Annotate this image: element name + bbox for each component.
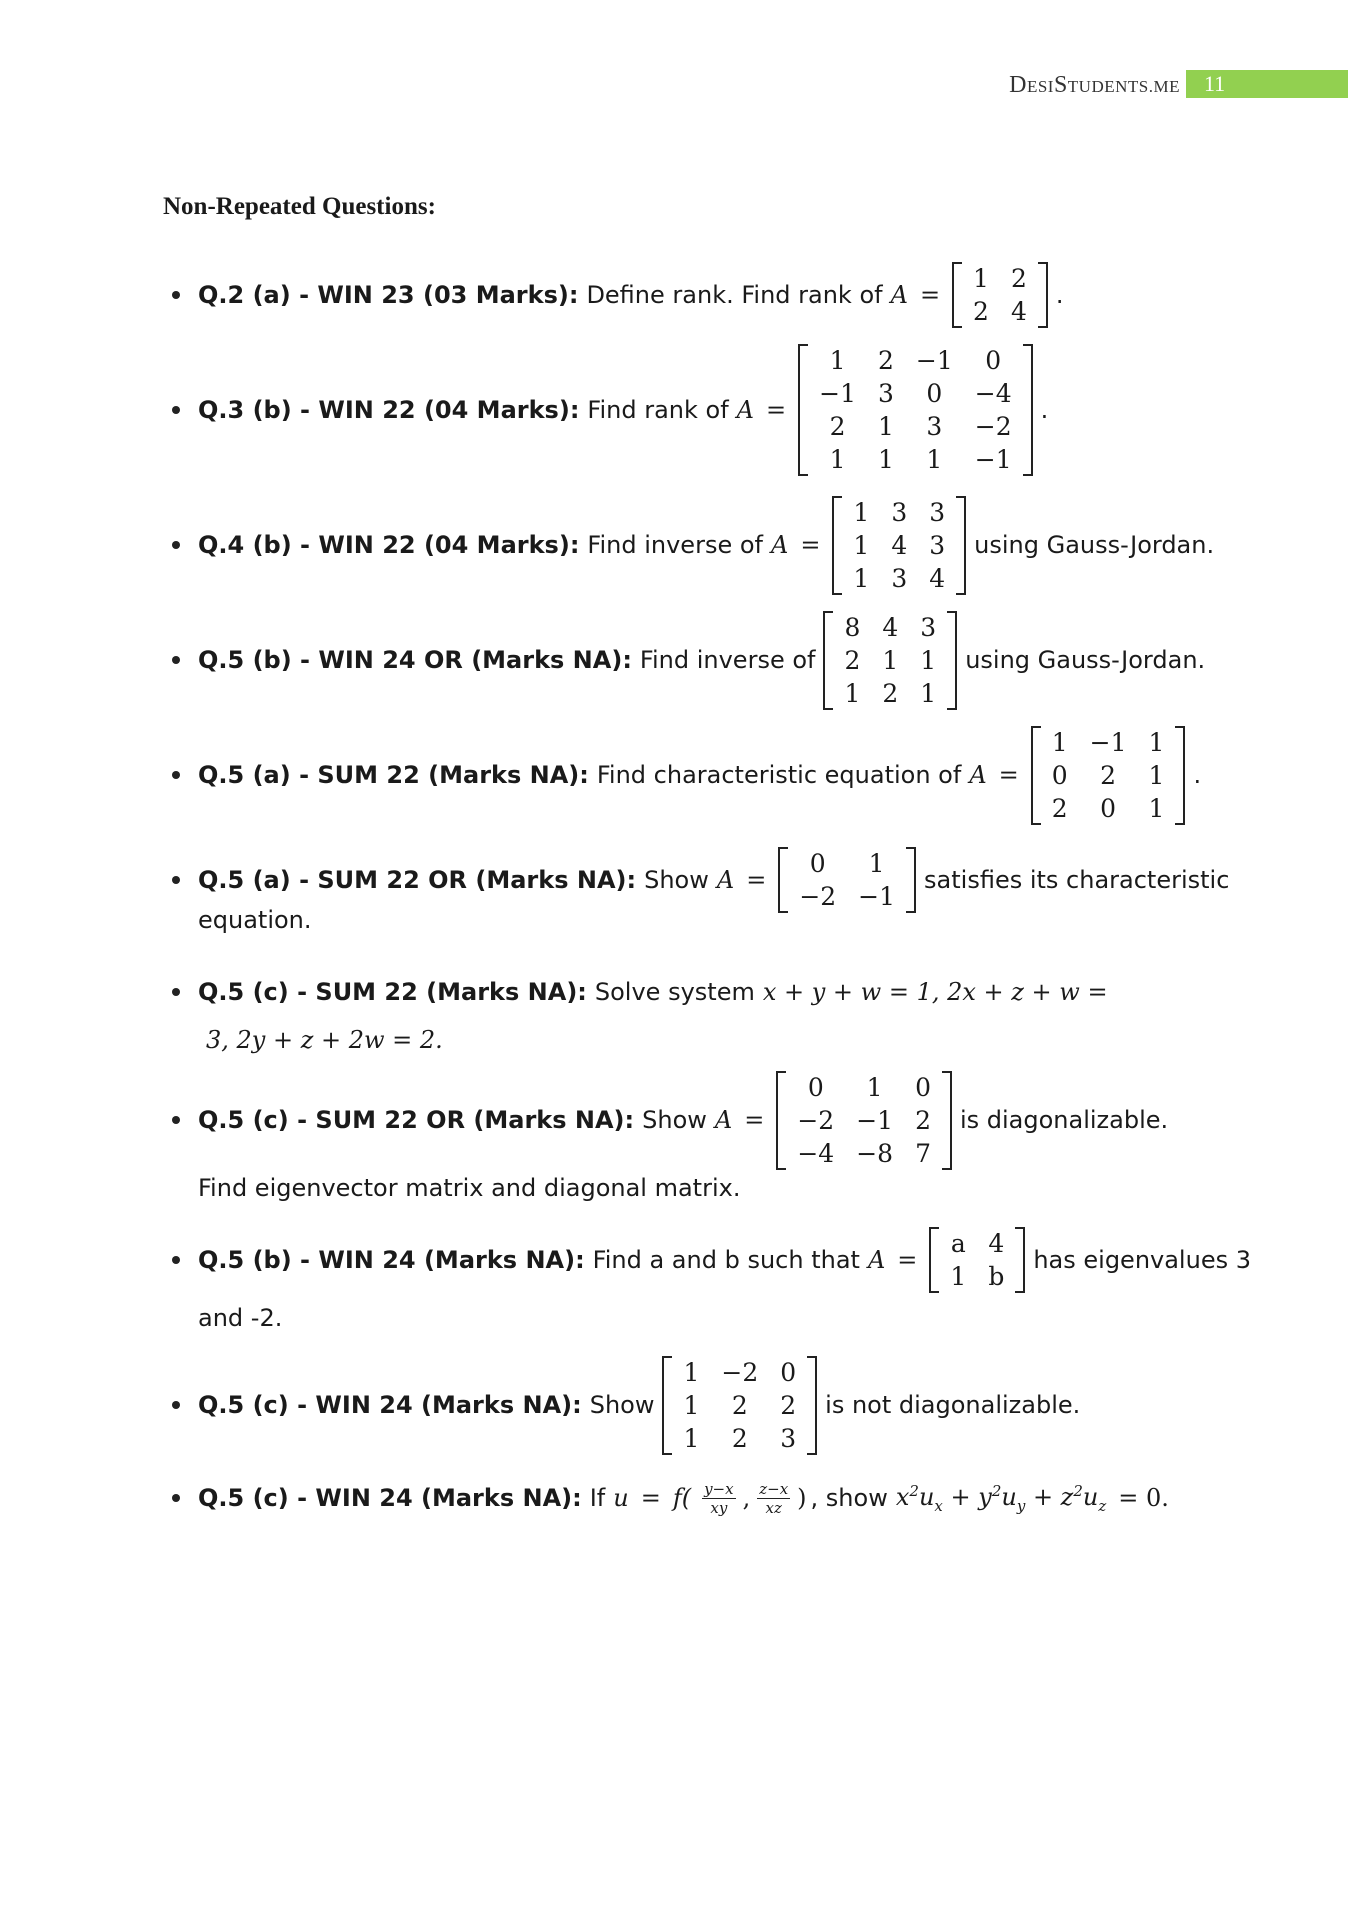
question-item xyxy=(172,1480,1173,1517)
question-item xyxy=(172,847,1229,913)
question-item xyxy=(172,1071,1168,1170)
matrix-cell: 4 xyxy=(988,1229,1005,1258)
matrix-cell: 2 xyxy=(731,1423,748,1453)
math-func: f( xyxy=(672,1484,692,1512)
matrix-cell: 3 xyxy=(891,497,908,527)
question-tag: Q.5 (c) - SUM 22 OR (Marks NA): xyxy=(198,1106,635,1134)
math-var: A xyxy=(770,531,789,559)
question-item xyxy=(172,726,1201,825)
matrix xyxy=(778,847,916,913)
matrix-cell: 3 xyxy=(929,530,946,560)
question-text: Define rank. Find rank of xyxy=(586,281,883,309)
matrix-cell: 3 xyxy=(920,612,937,642)
matrix-cell: 4 xyxy=(891,530,908,560)
matrix-cell: −1 xyxy=(856,1105,894,1135)
matrix-cell: 8 xyxy=(844,612,861,642)
question-after: has eigenvalues 3 xyxy=(1033,1246,1251,1274)
matrix-cell: 0 xyxy=(780,1357,797,1387)
matrix-cell: −1 xyxy=(974,445,1012,474)
matrix-cell: 2 xyxy=(1010,264,1027,293)
matrix-cell: −1 xyxy=(858,882,896,911)
math-eq: = xyxy=(744,1106,765,1134)
matrix-cell: 1 xyxy=(920,678,937,708)
matrix-cell: 1 xyxy=(868,849,885,878)
matrix-cell: 0 xyxy=(1100,793,1117,823)
matrix-cell: 1 xyxy=(853,563,870,593)
matrix-cell: 7 xyxy=(915,1138,931,1168)
matrix xyxy=(662,1356,817,1455)
question-item xyxy=(172,496,1214,595)
matrix-cell: 4 xyxy=(882,612,899,642)
question-tag: Q.3 (b) - WIN 22 (04 Marks): xyxy=(198,396,580,424)
matrix-cell: 2 xyxy=(915,1105,931,1135)
matrix-cell: 2 xyxy=(1100,760,1117,790)
question-after: is diagonalizable. xyxy=(959,1106,1169,1134)
matrix xyxy=(952,262,1048,328)
equation-line: x + y + w = 1, 2x + z + w = xyxy=(762,978,1108,1006)
matrix-cell: 3 xyxy=(891,563,908,593)
bullet-icon xyxy=(172,1256,180,1264)
equation-line-2: 3, 2y + z + 2w = 2. xyxy=(206,1026,443,1054)
bullet-icon xyxy=(172,771,180,779)
matrix xyxy=(776,1071,952,1170)
matrix-cell: 0 xyxy=(809,849,826,878)
matrix-cell: 1 xyxy=(853,497,870,527)
question-after: , show xyxy=(810,1484,888,1512)
matrix xyxy=(798,344,1032,476)
math-var: A xyxy=(890,281,908,309)
matrix-cell: 2 xyxy=(731,1390,748,1420)
math-var: A xyxy=(867,1246,886,1274)
matrix-cell: 0 xyxy=(915,1072,931,1102)
matrix-cell: 1 xyxy=(844,678,861,708)
expression: $x^2u_x + y^2u_y + z^2u_z$ xyxy=(895,1481,1107,1515)
question-tag: Q.5 (c) - SUM 22 (Marks NA): xyxy=(198,978,587,1006)
question-continuation: equation. xyxy=(198,906,312,934)
question-item xyxy=(172,1356,1080,1455)
question-text: Show xyxy=(642,1106,707,1134)
matrix-cell: 1 xyxy=(920,645,937,675)
numerator: z−x xyxy=(759,1479,789,1498)
matrix-cell: 1 xyxy=(829,346,846,375)
question-item xyxy=(172,344,1048,476)
question-after: . xyxy=(1055,281,1064,309)
question-text: Find inverse of xyxy=(587,531,763,559)
bullet-icon xyxy=(172,406,180,414)
matrix-cell: −1 xyxy=(1089,727,1127,757)
numerator: y−x xyxy=(704,1479,734,1498)
bullet-icon xyxy=(172,1401,180,1409)
matrix-cell: 1 xyxy=(683,1390,700,1420)
matrix xyxy=(823,611,957,710)
bullet-icon xyxy=(172,988,180,996)
matrix-cell: −4 xyxy=(797,1138,835,1168)
math-var: A xyxy=(714,1106,733,1134)
matrix-cell: −8 xyxy=(856,1138,894,1168)
question-after: is not diagonalizable. xyxy=(825,1391,1081,1419)
matrix-cell: 1 xyxy=(1148,727,1165,757)
question-after: satisfies its characteristic xyxy=(924,866,1230,894)
bullet-icon xyxy=(172,541,180,549)
question-item xyxy=(172,611,1205,710)
math-eq: = xyxy=(800,531,821,559)
page-header xyxy=(0,70,1358,98)
question-continuation: Find eigenvector matrix and diagonal matrix. xyxy=(198,1174,741,1202)
matrix-cell: 1 xyxy=(1148,793,1165,823)
matrix-cell: −2 xyxy=(974,412,1012,441)
matrix-cell: 1 xyxy=(1051,727,1068,757)
question-tag: Q.4 (b) - WIN 22 (04 Marks): xyxy=(198,531,580,559)
matrix-cell: b xyxy=(988,1262,1005,1291)
math-var: u xyxy=(613,1484,629,1512)
matrix-cell: −2 xyxy=(797,1105,835,1135)
question-tag: Q.5 (a) - SUM 22 OR (Marks NA): xyxy=(198,866,637,894)
fraction xyxy=(702,1480,736,1517)
question-text: Show xyxy=(644,866,709,894)
question-text: Find a and b such that xyxy=(592,1246,860,1274)
question-tag: Q.5 (b) - WIN 24 OR (Marks NA): xyxy=(198,646,632,674)
question-text: Find rank of xyxy=(587,396,729,424)
denominator: xy xyxy=(710,1498,728,1517)
question-text: Find characteristic equation of xyxy=(596,761,962,789)
question-item xyxy=(172,262,1064,328)
math-eq: = xyxy=(897,1246,918,1274)
bullet-icon xyxy=(172,876,180,884)
matrix-cell: −4 xyxy=(974,379,1012,408)
math-eq: = xyxy=(746,866,767,894)
matrix-cell: 3 xyxy=(877,379,894,408)
math-eq: = xyxy=(640,1484,661,1512)
matrix-cell: 1 xyxy=(853,530,870,560)
matrix-cell: −2 xyxy=(721,1357,759,1387)
question-after: using Gauss-Jordan. xyxy=(965,646,1206,674)
math-var: A xyxy=(969,761,987,789)
math-eq: = xyxy=(766,396,787,424)
matrix-cell: 4 xyxy=(1010,297,1027,326)
matrix-cell: 1 xyxy=(877,412,894,441)
math-eq: = xyxy=(998,761,1019,789)
question-text: If xyxy=(589,1484,606,1512)
question-after: using Gauss-Jordan. xyxy=(974,531,1215,559)
matrix-cell: 1 xyxy=(877,445,894,474)
matrix-cell: 1 xyxy=(973,264,989,293)
matrix-cell: 2 xyxy=(780,1390,797,1420)
matrix-cell: −1 xyxy=(819,379,856,408)
question-text: Show xyxy=(589,1391,655,1419)
matrix-cell: 1 xyxy=(882,645,899,675)
fraction xyxy=(757,1480,790,1517)
page-number: 11 xyxy=(1186,70,1348,98)
matrix-cell: 0 xyxy=(926,379,943,408)
question-text: Find inverse of xyxy=(639,646,816,674)
matrix-cell: 3 xyxy=(926,412,943,441)
math-eq: = xyxy=(919,281,941,309)
matrix-cell: 1 xyxy=(829,445,846,474)
matrix-cell: 2 xyxy=(1051,793,1068,823)
brand-name: DESISTUDENTS.ME xyxy=(1009,72,1180,98)
question-tag: Q.2 (a) - WIN 23 (03 Marks): xyxy=(198,281,579,309)
bullet-icon xyxy=(172,291,180,299)
matrix-cell: −2 xyxy=(799,882,837,911)
question-item xyxy=(172,1227,1251,1293)
matrix xyxy=(929,1227,1025,1293)
matrix-cell: 2 xyxy=(829,412,846,441)
question-after: . xyxy=(1040,396,1049,424)
matrix-cell: 1 xyxy=(866,1072,883,1102)
bullet-icon xyxy=(172,1116,180,1124)
matrix-cell: 0 xyxy=(1051,760,1068,790)
math-var: A xyxy=(736,396,755,424)
bullet-icon xyxy=(172,656,180,664)
question-item xyxy=(172,978,1116,1006)
question-tag: Q.5 (b) - WIN 24 (Marks NA): xyxy=(198,1246,585,1274)
matrix-cell: 2 xyxy=(877,346,894,375)
question-tag: Q.5 (c) - WIN 24 (Marks NA): xyxy=(198,1391,582,1419)
section-title: Non-Repeated Questions: xyxy=(163,193,436,220)
matrix-cell: 1 xyxy=(950,1262,967,1291)
paren: ) xyxy=(797,1484,807,1512)
matrix-cell: 3 xyxy=(780,1423,797,1453)
question-text: Solve system xyxy=(594,978,755,1006)
matrix-cell: a xyxy=(950,1229,966,1258)
question-tag: Q.5 (c) - WIN 24 (Marks NA): xyxy=(198,1484,582,1512)
matrix-cell: 0 xyxy=(807,1072,824,1102)
question-tail: = 0. xyxy=(1118,1484,1169,1512)
question-continuation: and -2. xyxy=(198,1304,283,1332)
matrix-cell: 1 xyxy=(926,445,943,474)
matrix-cell: 3 xyxy=(929,497,946,527)
question-after: . xyxy=(1193,761,1202,789)
bullet-icon xyxy=(172,1494,180,1502)
comma: , xyxy=(742,1484,751,1512)
matrix xyxy=(832,496,966,595)
math-var: A xyxy=(716,866,735,894)
matrix xyxy=(1031,726,1186,825)
matrix-cell: 2 xyxy=(973,297,989,326)
matrix-cell: 1 xyxy=(683,1357,700,1387)
matrix-cell: 1 xyxy=(683,1423,700,1453)
matrix-cell: 4 xyxy=(929,563,946,593)
matrix-cell: 0 xyxy=(985,346,1002,375)
matrix-cell: 1 xyxy=(1148,760,1165,790)
matrix-cell: 2 xyxy=(844,645,861,675)
denominator: xz xyxy=(765,1498,782,1517)
question-tag: Q.5 (a) - SUM 22 (Marks NA): xyxy=(198,761,589,789)
matrix-cell: −1 xyxy=(915,346,953,375)
matrix-cell: 2 xyxy=(882,678,899,708)
